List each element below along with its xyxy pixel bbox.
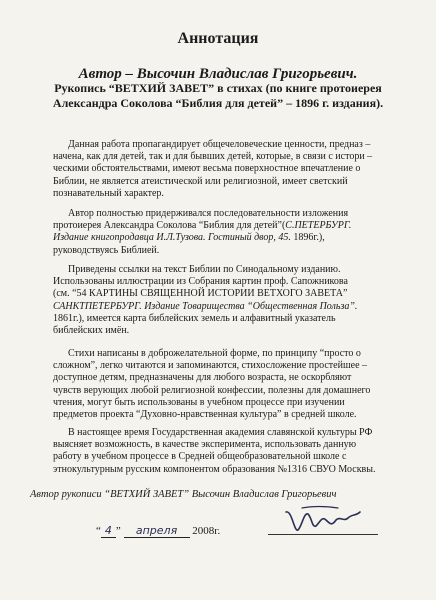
signature-rule <box>268 534 378 535</box>
publisher-city: С.ПЕТЕРБУРГ. <box>285 220 352 232</box>
date-day: 4 <box>101 524 116 538</box>
paragraph-line: чувств верующих любой религиозной конфессии, полезны для домашнего <box>53 384 371 396</box>
paragraph-line: Стихи написаны в доброжелательной форме, по принципу “просто о <box>68 348 361 359</box>
paragraph-line: этнокультурным русским компонентом образования №1316 СВУО Москвы. <box>53 463 376 475</box>
paragraph-line: В настоящее время Государственная академия славянской культуры РФ <box>68 427 373 438</box>
paragraph-line: выясняет возможность, в качестве эксперимента, использовать данную <box>53 439 357 451</box>
paragraph-text: протоиерея Александра Соколова “Библия для детей”( <box>53 220 286 232</box>
paragraph-line: библейских имён. <box>53 325 130 337</box>
paragraph-line: начена, как для детей, так и для бывших детей, которые, в связи с истори – <box>53 151 373 163</box>
paragraph-line: чтения, могут быть использованы в учебном процессе при изучении <box>53 396 345 408</box>
signing-date <box>96 524 220 538</box>
paragraph-2 <box>53 208 386 257</box>
paragraph-1 <box>53 139 386 200</box>
paragraph-4 <box>53 348 386 421</box>
open-quote: “ <box>96 525 101 537</box>
date-year: 2008г. <box>192 525 221 537</box>
publisher-imprint: Издание книгопродавца И.Л.Тузова. Гостиный двор, 45. <box>53 232 291 244</box>
paragraph-line: познавательный характер. <box>53 187 164 199</box>
paragraph-5 <box>53 427 386 476</box>
paragraph-line: Использованы иллюстрации из Собрания картин проф. Сапожникова <box>53 276 348 288</box>
subtitle-line: Рукопись “ВЕТХИЙ ЗАВЕТ” в стихах (по книге протоиерея <box>54 81 382 95</box>
paragraph-line: САНКТПЕТЕРБУРГ. Издание Товарищества “Общественная Польза”. <box>53 300 358 312</box>
close-quote: ” <box>115 525 121 537</box>
handwritten-signature <box>282 502 362 538</box>
paragraph-line: Автор полностью придерживался последовательности изложения <box>68 208 349 219</box>
paragraph-line: сложном”, легко читаются и запоминаются, стихосложение простейшее – <box>53 360 368 372</box>
paragraph-line: Библии, не является атеистической или религиозной, имеет светский <box>53 175 348 187</box>
paragraph-line: предметов проекта “Духовно-нравственная культура” в средней школе. <box>53 409 357 421</box>
paragraph-line: (см. “54 КАРТИНЫ СВЯЩЕННОЙ ИСТОРИИ ВЕТХОГО ЗАВЕТА” <box>53 288 348 300</box>
subtitle-line: Александра Соколова “Библия для детей” – 1896 г. издания). <box>52 96 384 110</box>
paragraph-line: руководствуясь Библией. <box>53 244 160 256</box>
paragraph-line <box>53 220 386 232</box>
author-heading: Автор – Высочин Владислав Григорьевич. <box>78 66 358 82</box>
author-signature-line: Автор рукописи “ВЕТХИЙ ЗАВЕТ” Высочин Владислав Григорьевич <box>30 489 337 500</box>
date-month: апреля <box>124 524 190 538</box>
paragraph-line: 1861г.), имеется карта библейских земель и алфавитный указатель <box>53 312 336 324</box>
paragraph-line: Приведены ссылки на текст Библии по Синодальному изданию. <box>68 264 341 275</box>
paragraph-line: доступное детям, предназначены для любого возраста, не оскорбляют <box>53 372 352 384</box>
subtitle <box>30 81 406 111</box>
paragraph-line: работу в учебном процессе в Средней общеобразовательной школе с <box>53 451 347 463</box>
paragraph-line: ческими обстоятельствами, имеют весьма поверхностное впечатление о <box>53 163 361 175</box>
document-title: Аннотация <box>177 30 259 47</box>
paragraph-line: Данная работа пропагандирует общечеловеческие ценности, предназ – <box>68 139 371 150</box>
paragraph-3 <box>53 264 386 337</box>
paragraph-line <box>53 232 386 244</box>
paragraph-text: 1896г.), <box>290 232 325 244</box>
